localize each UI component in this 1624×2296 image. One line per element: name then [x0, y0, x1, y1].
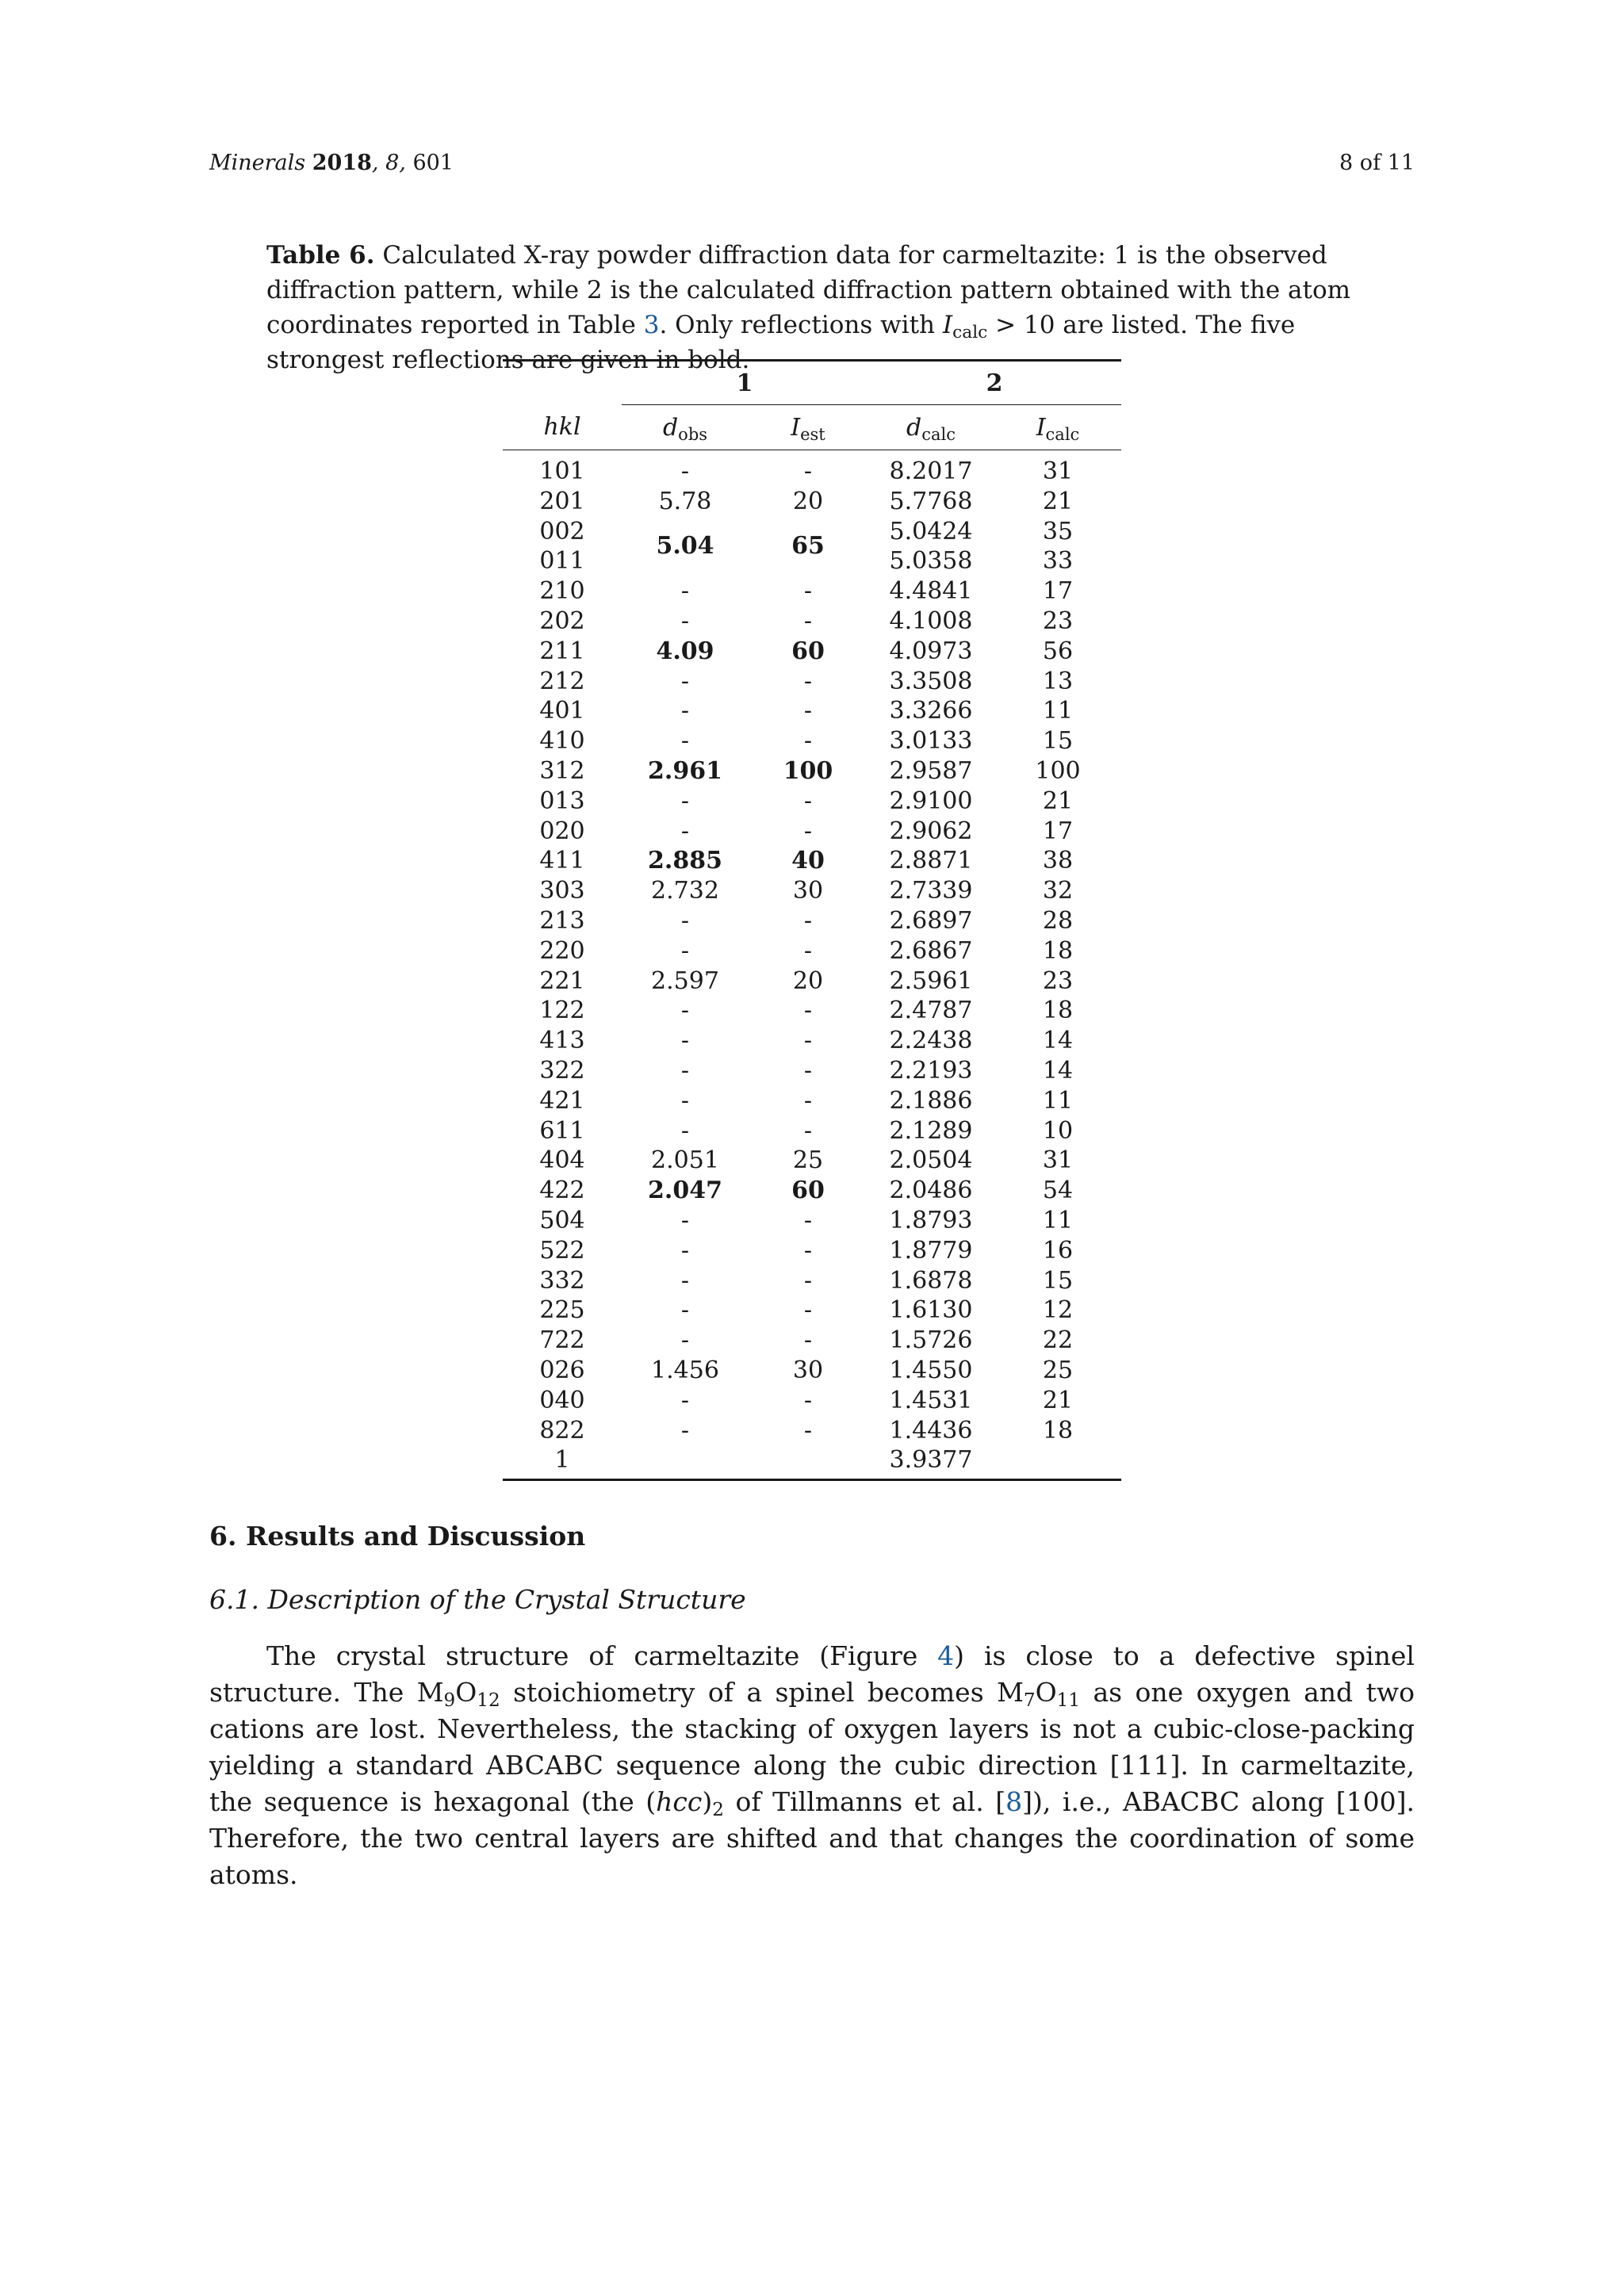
table-body: [503, 450, 1121, 1480]
cell-hkl: 225: [539, 1296, 585, 1325]
cell-dobs: -: [680, 1416, 690, 1445]
cell-dobs: 2.597: [651, 966, 719, 995]
cell-iest: -: [803, 1386, 813, 1414]
table-group-header: [503, 361, 1121, 405]
table-row: [503, 846, 1121, 876]
body-paragraph: [209, 1638, 1415, 1893]
col-iest: [749, 405, 868, 450]
table-row: [503, 1236, 1121, 1266]
cell-dcalc: 5.7768: [889, 487, 973, 515]
cell-hkl: 210: [539, 577, 585, 606]
citation-ref-link[interactable]: 8: [1005, 1786, 1023, 1817]
cell-iest: -: [803, 607, 813, 635]
cell-icalc: 28: [1042, 906, 1074, 935]
para-hcc: hcc: [656, 1786, 703, 1817]
table-row: [503, 876, 1121, 906]
cell-hkl: 040: [539, 1386, 585, 1414]
cell-hkl: 020: [539, 817, 585, 845]
cell-iest: 30: [792, 1356, 824, 1384]
cell-icalc: [994, 1445, 1121, 1479]
cell-hkl: 026: [539, 1356, 585, 1384]
col-icalc: [994, 405, 1121, 450]
cell-iest: -: [803, 936, 813, 965]
cell-icalc: 18: [1042, 997, 1074, 1025]
table-row: [503, 1295, 1121, 1326]
cell-hkl: 303: [539, 877, 585, 905]
cell-dobs: -: [680, 1206, 690, 1234]
cell-hkl: 213: [539, 906, 585, 935]
cell-dcalc: 5.0424: [889, 517, 973, 545]
table-row: [503, 936, 1121, 966]
cell-hkl: 312: [539, 756, 585, 785]
cell-icalc: 15: [1042, 727, 1074, 756]
table-row: [503, 817, 1121, 847]
col-dcalc-main: d: [906, 413, 922, 442]
cell-dobs: -: [680, 697, 690, 725]
group-header-2: 2: [868, 361, 1121, 405]
cell-dcalc: 2.0504: [889, 1146, 973, 1175]
cell-iest: 60: [791, 1177, 825, 1205]
para-sub-4: 11: [1056, 1690, 1081, 1711]
cell-dcalc: 2.5961: [889, 966, 973, 995]
figure-ref-link[interactable]: 4: [937, 1640, 955, 1671]
table-row: [503, 1416, 1121, 1446]
cell-hkl: 401: [539, 697, 585, 725]
cell-iest: 25: [792, 1146, 824, 1175]
table-row: [503, 1206, 1121, 1236]
cell-iest: 20: [792, 487, 824, 515]
caption-text-1: Calculated X-ray powder diffraction data for carmeltazite: 1 is the observed diffraction pattern, while 2 is the calculated diffraction pattern obtained with the atom coordinates reported in Table: [266, 241, 1351, 339]
col-dobs-sub: obs: [678, 424, 708, 444]
cell-dobs: -: [680, 1386, 690, 1414]
table-ref-link[interactable]: 3: [643, 311, 660, 339]
cell-dcalc: 3.0133: [889, 727, 973, 756]
cell-hkl: 410: [539, 727, 585, 756]
cell-dcalc: 1.4436: [889, 1416, 973, 1445]
cell-iest: -: [803, 1116, 813, 1145]
para-text-4: stoichiometry of a spinel becomes M: [500, 1677, 1024, 1708]
cell-dobs: -: [680, 1116, 690, 1145]
cell-iest: -: [803, 1056, 813, 1085]
cell-hkl: 404: [539, 1146, 585, 1175]
cell-icalc: 54: [1042, 1177, 1074, 1205]
cell-iest: -: [803, 1326, 813, 1355]
cell-dcalc: 2.1886: [889, 1086, 973, 1115]
cell-iest: 65: [791, 532, 825, 561]
para-text-1: The crystal structure of carmeltazite (Figure: [266, 1640, 938, 1671]
cell-dobs: 2.047: [648, 1177, 722, 1205]
section-heading: 6. Results and Discussion: [209, 1521, 586, 1552]
cell-dcalc: 1.4531: [889, 1386, 973, 1414]
table-row: [503, 1326, 1121, 1356]
cell-icalc: 21: [1042, 1386, 1074, 1414]
cell-dcalc: 2.9587: [889, 756, 973, 785]
cell-iest: 30: [792, 877, 824, 905]
cell-dobs: [622, 1445, 749, 1479]
cell-iest: -: [803, 727, 813, 756]
cell-dcalc: 1.6130: [889, 1296, 973, 1325]
para-sub-3: 7: [1023, 1690, 1036, 1711]
col-iest-sub: est: [800, 424, 825, 444]
cell-icalc: 12: [1042, 1296, 1074, 1325]
cell-hkl: 013: [539, 786, 585, 815]
table-row: [503, 1116, 1121, 1146]
cell-iest: 60: [791, 637, 825, 665]
cell-iest: -: [803, 457, 813, 485]
table-row: [503, 1445, 1121, 1479]
cell-icalc: 32: [1042, 877, 1074, 905]
table-row: [503, 637, 1121, 667]
caption-icalc-sub: calc: [952, 323, 988, 342]
para-sub-2: 12: [477, 1690, 500, 1711]
cell-hkl: 201: [539, 487, 585, 515]
cell-dobs: -: [680, 1027, 690, 1055]
cell-icalc: 35: [1042, 517, 1074, 545]
cell-icalc: 31: [1042, 1146, 1074, 1175]
table-row: [503, 726, 1121, 756]
cell-hkl: 421: [539, 1086, 585, 1115]
cell-dobs: -: [680, 667, 690, 695]
cell-iest: -: [803, 906, 813, 935]
cell-hkl: 002: [539, 517, 585, 545]
para-text-9: ]), i.e., ABACBC along [100]. Therefore, the two central layers are shifted and that changes the coordination of some atoms.: [209, 1786, 1415, 1890]
cell-dcalc: 3.9377: [868, 1445, 994, 1479]
table-row: [503, 786, 1121, 817]
cell-icalc: 18: [1042, 936, 1074, 965]
cell-dobs: 1.456: [651, 1356, 719, 1384]
para-text-8: of Tillmanns et al. [: [723, 1786, 1006, 1817]
cell-hkl: 332: [539, 1266, 585, 1295]
caption-text-3: > 10 are listed. The five strongest reflections are given in bold.: [266, 311, 1296, 374]
cell-dobs: 2.732: [651, 877, 719, 905]
cell-dcalc: 1.8793: [889, 1206, 973, 1234]
cell-iest: -: [803, 997, 813, 1025]
cell-hkl: 1: [503, 1445, 622, 1479]
table-row: [503, 1266, 1121, 1296]
table-row: [503, 696, 1121, 726]
cell-hkl: 522: [539, 1236, 585, 1265]
cell-dobs: -: [680, 817, 690, 845]
cell-hkl: 611: [539, 1116, 585, 1145]
cell-dcalc: 2.8871: [889, 847, 973, 875]
cell-dcalc: 2.1289: [889, 1116, 973, 1145]
cell-dcalc: 1.6878: [889, 1266, 973, 1295]
table-row: [503, 517, 1121, 547]
cell-dobs: -: [680, 727, 690, 756]
cell-icalc: 17: [1042, 817, 1074, 845]
table-row: [503, 667, 1121, 697]
cell-hkl: 422: [539, 1177, 585, 1205]
group-blank: [503, 361, 622, 405]
cell-hkl: 411: [539, 847, 585, 875]
table-row: [503, 1086, 1121, 1116]
cell-iest: -: [803, 1266, 813, 1295]
cell-iest: -: [803, 1206, 813, 1234]
para-text-5: O: [1035, 1677, 1057, 1708]
page-number: 8 of 11: [1339, 151, 1415, 175]
para-text-3: O: [455, 1677, 477, 1708]
cell-dcalc: 4.0973: [889, 637, 973, 665]
table-row: [503, 1146, 1121, 1176]
cell-hkl: 220: [539, 936, 585, 965]
cell-hkl: 822: [539, 1416, 585, 1445]
cell-hkl: 413: [539, 1027, 585, 1055]
cell-dobs: -: [680, 936, 690, 965]
caption-text-2: . Only reflections with: [659, 311, 943, 339]
cell-dcalc: 4.1008: [889, 607, 973, 635]
cell-dobs: -: [680, 997, 690, 1025]
table-row: [503, 756, 1121, 786]
table-row: [503, 450, 1121, 487]
cell-dcalc: 2.2193: [889, 1056, 973, 1085]
cell-dobs: 5.78: [658, 487, 712, 515]
table-row: [503, 906, 1121, 936]
table-row: [503, 576, 1121, 607]
cell-dobs: -: [680, 1296, 690, 1325]
col-dcalc-sub: calc: [921, 424, 956, 444]
cell-hkl: 221: [539, 966, 585, 995]
cell-icalc: 14: [1042, 1027, 1074, 1055]
table-row: [503, 1176, 1121, 1206]
cell-dobs: -: [680, 607, 690, 635]
cell-icalc: 23: [1042, 607, 1074, 635]
cell-dcalc: 3.3266: [889, 697, 973, 725]
table-row: [503, 1356, 1121, 1386]
cell-iest: -: [803, 786, 813, 815]
cell-dcalc: 1.4550: [889, 1356, 973, 1384]
cell-icalc: 38: [1042, 847, 1074, 875]
cell-dobs: 2.961: [648, 756, 722, 785]
col-dobs: [622, 405, 749, 450]
cell-hkl: 212: [539, 667, 585, 695]
cell-icalc: 31: [1042, 457, 1074, 485]
cell-dcalc: 2.9062: [889, 817, 973, 845]
col-icalc-sub: calc: [1045, 424, 1080, 444]
table-row: [503, 966, 1121, 997]
cell-hkl: 202: [539, 607, 585, 635]
cell-dobs: -: [680, 906, 690, 935]
cell-icalc: 17: [1042, 577, 1074, 606]
cell-dobs: -: [680, 457, 690, 485]
cell-icalc: 14: [1042, 1056, 1074, 1085]
cell-hkl: 722: [539, 1326, 585, 1355]
cell-dobs: -: [680, 1326, 690, 1355]
journal-name: Minerals: [209, 151, 306, 175]
journal-citation: Minerals 2018, 8, 601: [209, 151, 454, 175]
cell-hkl: 101: [539, 457, 585, 485]
group-header-1: 1: [622, 361, 868, 405]
xrd-table: [503, 359, 1121, 1481]
cell-iest: -: [803, 1416, 813, 1445]
cell-dobs: 2.051: [651, 1146, 719, 1175]
cell-iest: -: [803, 817, 813, 845]
cell-hkl: 322: [539, 1056, 585, 1085]
cell-dobs: 5.04: [656, 532, 714, 561]
cell-dcalc: 2.2438: [889, 1027, 973, 1055]
cell-iest: -: [803, 1086, 813, 1115]
cell-hkl: 011: [539, 547, 585, 576]
cell-dobs: -: [680, 786, 690, 815]
cell-icalc: 16: [1042, 1236, 1074, 1265]
cell-iest: -: [803, 1296, 813, 1325]
cell-icalc: 25: [1042, 1356, 1074, 1384]
caption-label: Table 6.: [266, 241, 375, 270]
cell-dobs: -: [680, 577, 690, 606]
table-row: [503, 996, 1121, 1026]
cell-icalc: 18: [1042, 1416, 1074, 1445]
cell-icalc: 23: [1042, 966, 1074, 995]
page-header: [209, 151, 1415, 175]
col-icalc-main: I: [1036, 413, 1046, 442]
table-row: [503, 487, 1121, 517]
cell-icalc: 33: [1042, 547, 1074, 576]
para-text-2: ) is close to a defective spinel structure. The M: [209, 1640, 1415, 1708]
cell-icalc: 21: [1042, 487, 1074, 515]
cell-dcalc: 2.9100: [889, 786, 973, 815]
cell-iest: 20: [792, 966, 824, 995]
cell-dcalc: 5.0358: [889, 547, 973, 576]
subsection-heading: 6.1. Description of the Crystal Structure: [209, 1584, 746, 1615]
cell-dcalc: 4.4841: [889, 577, 973, 606]
cell-dcalc: 8.2017: [889, 457, 973, 485]
cell-dcalc: 2.0486: [889, 1177, 973, 1205]
article-number: 601: [412, 151, 454, 175]
cell-dobs: 4.09: [656, 637, 714, 665]
table-row: [503, 1056, 1121, 1086]
cell-icalc: 22: [1042, 1326, 1074, 1355]
col-dobs-main: d: [662, 413, 679, 442]
cell-hkl: 211: [539, 637, 585, 665]
cell-icalc: 56: [1042, 637, 1074, 665]
cell-iest: 100: [783, 756, 833, 785]
cell-iest: -: [803, 1236, 813, 1265]
table-row: [503, 1026, 1121, 1056]
cell-dcalc: 2.4787: [889, 997, 973, 1025]
col-hkl: hkl: [503, 405, 622, 450]
table-column-header: [503, 405, 1121, 450]
journal-volume: 8: [385, 151, 400, 175]
para-sub-1: 9: [443, 1690, 456, 1711]
col-iest-main: I: [791, 413, 801, 442]
cell-dobs: 2.885: [648, 847, 722, 875]
cell-dobs: -: [680, 1236, 690, 1265]
cell-iest: [749, 1445, 868, 1479]
cell-dobs: -: [680, 1056, 690, 1085]
cell-icalc: 13: [1042, 667, 1074, 695]
table-row: [503, 1386, 1121, 1416]
cell-dcalc: 2.7339: [889, 877, 973, 905]
table-row: [503, 607, 1121, 637]
col-dcalc: [868, 405, 994, 450]
cell-icalc: 11: [1042, 1086, 1074, 1115]
cell-icalc: 21: [1042, 786, 1074, 815]
cell-iest: -: [803, 697, 813, 725]
para-text-6: as one oxygen and two cations are lost. Nevertheless, the stacking of oxygen layers is not a cubic-close-packing yielding a standard ABCABC sequence along the cubic direction [111]. In carmeltazite, the sequence is hexagonal (the (: [209, 1677, 1415, 1817]
para-text-7: ): [702, 1786, 713, 1817]
cell-dcalc: 1.5726: [889, 1326, 973, 1355]
cell-iest: -: [803, 1027, 813, 1055]
cell-iest: -: [803, 667, 813, 695]
cell-iest: -: [803, 577, 813, 606]
cell-hkl: 504: [539, 1206, 585, 1234]
journal-year: 2018: [312, 151, 372, 175]
caption-icalc: I: [942, 311, 953, 339]
cell-hkl: 122: [539, 997, 585, 1025]
cell-icalc: 11: [1042, 697, 1074, 725]
cell-dcalc: 3.3508: [889, 667, 973, 695]
cell-dcalc: 1.8779: [889, 1236, 973, 1265]
para-sub-5: 2: [712, 1800, 724, 1820]
cell-dcalc: 2.6867: [889, 936, 973, 965]
cell-dcalc: 2.6897: [889, 906, 973, 935]
cell-icalc: 11: [1042, 1206, 1074, 1234]
table-caption: [266, 238, 1377, 377]
cell-icalc: 15: [1042, 1266, 1074, 1295]
cell-icalc: 10: [1042, 1116, 1074, 1145]
cell-icalc: 100: [1035, 756, 1081, 785]
cell-dobs: -: [680, 1266, 690, 1295]
cell-iest: 40: [791, 847, 825, 875]
cell-dobs: -: [680, 1086, 690, 1115]
